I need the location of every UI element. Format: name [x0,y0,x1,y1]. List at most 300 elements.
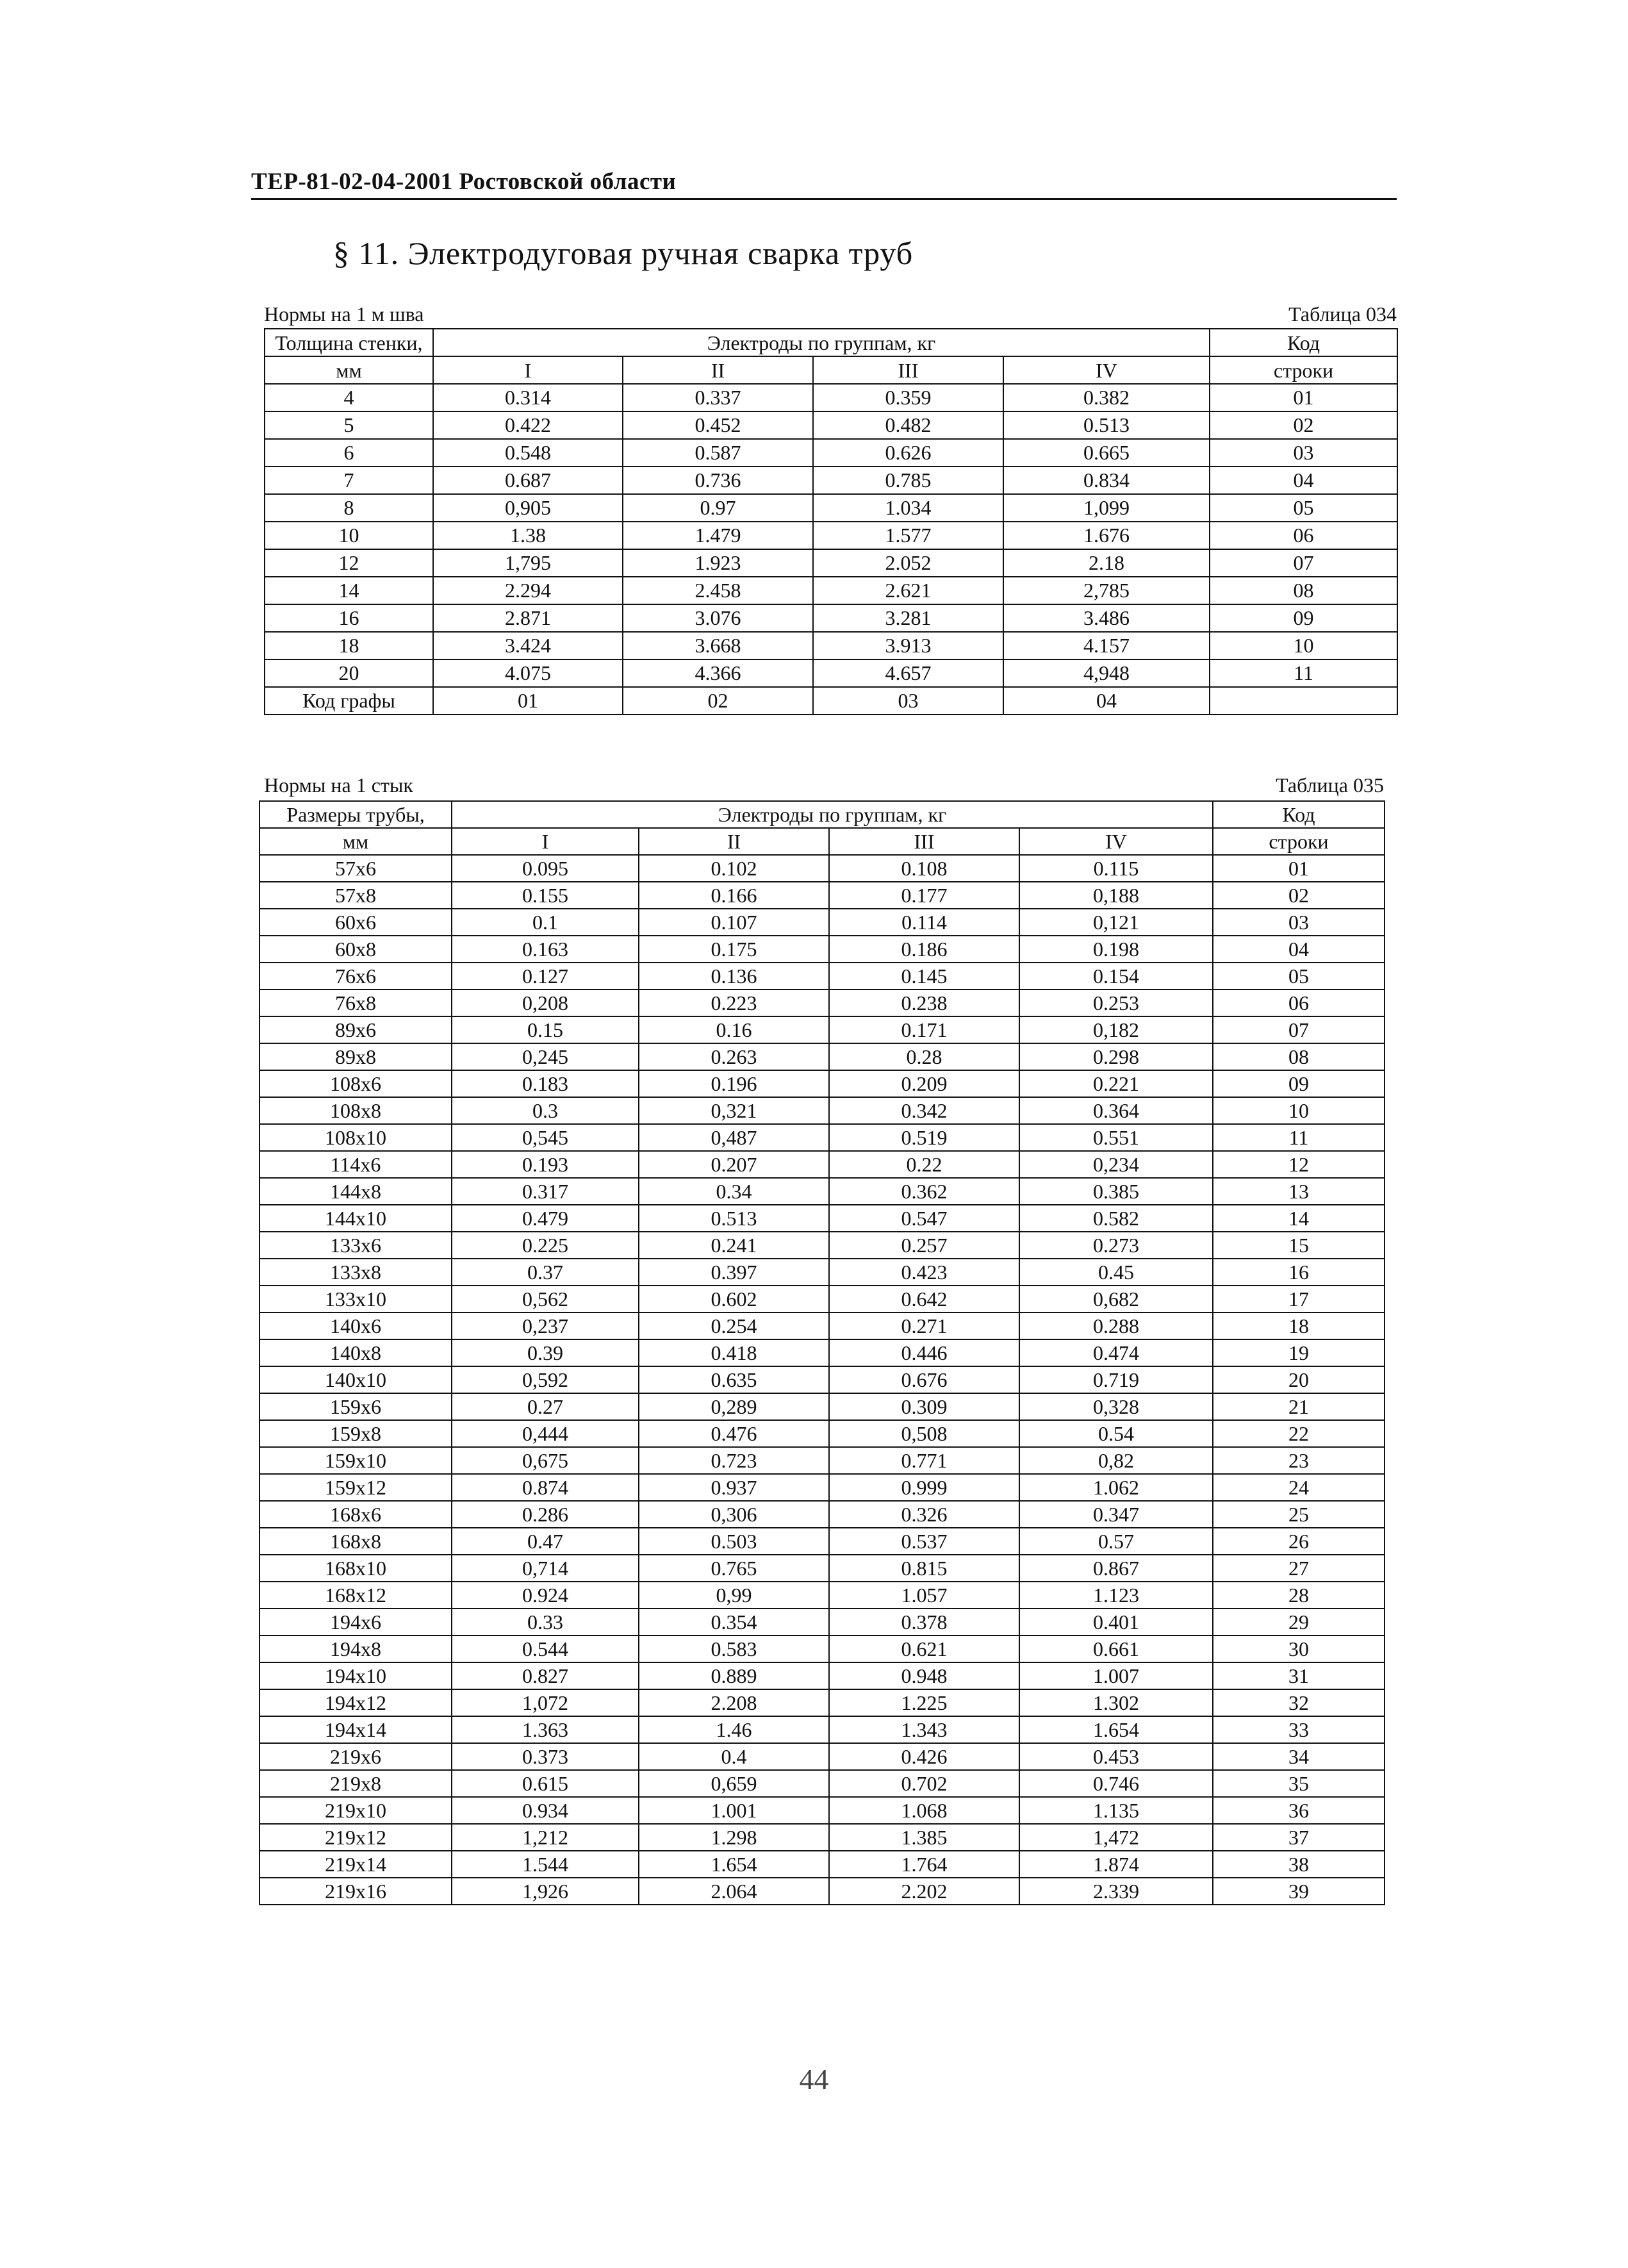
table-035-row [259,882,1385,909]
table-035-value-cell: 0.615 [452,1770,639,1797]
table-035-head-param-1: Размеры трубы, [259,801,452,828]
table-035-body [259,855,1385,1905]
table-035-value-cell: 0.209 [829,1070,1019,1097]
table-035-value-cell: 0.095 [452,855,639,882]
table-035-value-cell: 0.273 [1019,1232,1213,1259]
table-035-value-cell: 0.136 [639,963,829,989]
table-035-param-cell: 114x6 [259,1151,452,1178]
table-035-value-cell: 0,714 [452,1555,639,1582]
table-035-value-cell: 0.28 [829,1043,1019,1070]
table-035-param-cell: 219x16 [259,1878,452,1905]
table-035-value-cell: 0,245 [452,1043,639,1070]
table-034-row [265,494,1397,522]
table-034-value-cell: 1.479 [623,522,813,549]
table-035-value-cell: 1.302 [1019,1689,1213,1716]
table-035-value-cell: 0,99 [639,1582,829,1609]
table-035-row [259,936,1385,963]
table-035-value-cell: 0.519 [829,1124,1019,1151]
table-035-row [259,1743,1385,1770]
table-034-row [265,604,1397,632]
table-035-row [259,1501,1385,1528]
table-035-value-cell: 0.719 [1019,1366,1213,1393]
table-035-value-cell: 0,188 [1019,882,1213,909]
table-035-value-cell: 0.635 [639,1366,829,1393]
table-035-value-cell: 0.241 [639,1232,829,1259]
table-035-value-cell: 1.062 [1019,1474,1213,1501]
table-035-param-cell: 168x10 [259,1555,452,1582]
table-035 [259,800,1385,1905]
table-035-row [259,1851,1385,1878]
table-035-value-cell: 0.225 [452,1232,639,1259]
table-035-param-cell: 144x10 [259,1205,452,1232]
table-035-row [259,1286,1385,1312]
table-035-code-cell: 04 [1213,936,1385,963]
table-035-value-cell: 0,675 [452,1447,639,1474]
table-035-value-cell: 2.202 [829,1878,1019,1905]
table-034-footer-code: 01 [433,687,623,715]
table-035-value-cell: 0.746 [1019,1770,1213,1797]
table-035-value-cell: 0.27 [452,1393,639,1420]
table-035-value-cell: 0,237 [452,1312,639,1339]
table-035-row [259,1016,1385,1043]
table-034-value-cell: 3.076 [623,604,813,632]
table-034-value-cell: 0.665 [1003,439,1210,467]
table-035-row [259,1474,1385,1501]
table-035-value-cell: 0.999 [829,1474,1019,1501]
table-035-value-cell: 0.39 [452,1339,639,1366]
table-035-value-cell: 0.815 [829,1555,1019,1582]
table-035-param-cell: 140x6 [259,1312,452,1339]
table-035-param-cell: 57x6 [259,855,452,882]
table-035-row [259,1716,1385,1743]
table-035-code-cell: 07 [1213,1016,1385,1043]
table-035-row [259,1635,1385,1662]
table-035-value-cell: 0,659 [639,1770,829,1797]
table-035-value-cell: 1.057 [829,1582,1019,1609]
table-035-code-cell: 35 [1213,1770,1385,1797]
table-034-head-row-2 [265,356,1397,384]
table-034-param-cell: 14 [265,577,433,604]
table-035-value-cell: 0.288 [1019,1312,1213,1339]
table-035-head-code-2: строки [1213,828,1385,855]
table-035-value-cell: 0.642 [829,1286,1019,1312]
table-035-value-cell: 0.114 [829,909,1019,936]
table-035-value-cell: 1.46 [639,1716,829,1743]
table-035-value-cell: 1.135 [1019,1797,1213,1824]
table-034-value-cell: 0.626 [813,439,1003,467]
table-035-value-cell: 0.207 [639,1151,829,1178]
table-035-param-cell: 60x8 [259,936,452,963]
table-035-row [259,1178,1385,1205]
table-035-value-cell: 0.257 [829,1232,1019,1259]
table-035-param-cell: 168x6 [259,1501,452,1528]
table-035-value-cell: 0.453 [1019,1743,1213,1770]
table-035-value-cell: 2.208 [639,1689,829,1716]
table-035-code-cell: 14 [1213,1205,1385,1232]
document-header [251,168,1397,200]
table-034-head-code-1: Код [1210,329,1397,356]
table-035-row [259,1878,1385,1905]
table-035-value-cell: 0.193 [452,1151,639,1178]
table-035-param-cell: 219x6 [259,1743,452,1770]
table-034-row [265,632,1397,659]
table-035-value-cell: 0.937 [639,1474,829,1501]
table-035-row [259,1312,1385,1339]
table-035-param-cell: 144x8 [259,1178,452,1205]
table-035-param-cell: 159x8 [259,1420,452,1447]
table-035-value-cell: 0.254 [639,1312,829,1339]
table-035-value-cell: 0.702 [829,1770,1019,1797]
table-034-value-cell: 1,795 [433,549,623,577]
table-035-code-cell: 27 [1213,1555,1385,1582]
table-035-group-label: II [639,828,829,855]
table-035-param-cell: 194x12 [259,1689,452,1716]
table-034-head-code-2: строки [1210,356,1397,384]
table-035-code-cell: 34 [1213,1743,1385,1770]
table-035-code-cell: 30 [1213,1635,1385,1662]
table-035-value-cell: 0.183 [452,1070,639,1097]
table-035-param-cell: 140x8 [259,1339,452,1366]
table-034-row [265,522,1397,549]
table-035-code-cell: 20 [1213,1366,1385,1393]
table-035-row [259,1555,1385,1582]
table-035-param-cell: 76x8 [259,989,452,1016]
table-035-value-cell: 0.186 [829,936,1019,963]
table-034-head-group: Электроды по группам, кг [433,329,1210,356]
table-035-code-cell: 37 [1213,1824,1385,1851]
table-035-row [259,1420,1385,1447]
table-034-value-cell: 2.871 [433,604,623,632]
table-035-param-cell: 89x6 [259,1016,452,1043]
table-035-value-cell: 0.115 [1019,855,1213,882]
table-034-value-cell: 2.052 [813,549,1003,577]
table-035-value-cell: 0.513 [639,1205,829,1232]
table-035-value-cell: 0.503 [639,1528,829,1555]
table-034-param-cell: 18 [265,632,433,659]
table-034-group-label: I [433,356,623,384]
table-034-group-label: IV [1003,356,1210,384]
table-035-row [259,1662,1385,1689]
table-035-value-cell: 0.582 [1019,1205,1213,1232]
table-035-value-cell: 0.309 [829,1393,1019,1420]
table-035-row [259,1689,1385,1716]
table-035-value-cell: 0.145 [829,963,1019,989]
table-035-value-cell: 0.221 [1019,1070,1213,1097]
table-035-value-cell: 0.479 [452,1205,639,1232]
table-035-value-cell: 0.827 [452,1662,639,1689]
table-035-param-cell: 89x8 [259,1043,452,1070]
table-035-value-cell: 0.583 [639,1635,829,1662]
table-035-value-cell: 0.47 [452,1528,639,1555]
table-034-row [265,659,1397,687]
table-035-row [259,1339,1385,1366]
table-035-caption-left: Нормы на 1 стык [264,774,413,797]
table-034-footer-code: 02 [623,687,813,715]
table-034-value-cell: 0.687 [433,467,623,494]
table-035-value-cell: 1.544 [452,1851,639,1878]
table-035-value-cell: 0.423 [829,1259,1019,1286]
table-035-value-cell: 1.654 [1019,1716,1213,1743]
table-035-value-cell: 1.654 [639,1851,829,1878]
table-034-value-cell: 0.834 [1003,467,1210,494]
table-035-param-cell: 57x8 [259,882,452,909]
table-034-value-cell: 2.458 [623,577,813,604]
table-035-row [259,1447,1385,1474]
table-035-value-cell: 0.547 [829,1205,1019,1232]
table-035-value-cell: 0.15 [452,1016,639,1043]
table-035-value-cell: 2.339 [1019,1878,1213,1905]
table-035-param-cell: 159x6 [259,1393,452,1420]
table-035-value-cell: 0.621 [829,1635,1019,1662]
table-035-value-cell: 0.1 [452,909,639,936]
table-035-value-cell: 0.45 [1019,1259,1213,1286]
table-035-value-cell: 0.108 [829,855,1019,882]
table-035-value-cell: 1.343 [829,1716,1019,1743]
table-034-value-cell: 0.97 [623,494,813,522]
table-035-row [259,1393,1385,1420]
table-035-value-cell: 1.298 [639,1824,829,1851]
table-035-value-cell: 1.764 [829,1851,1019,1878]
table-035-code-cell: 11 [1213,1124,1385,1151]
table-035-code-cell: 23 [1213,1447,1385,1474]
table-035-param-cell: 133x6 [259,1232,452,1259]
table-034-footer-label: Код графы [265,687,433,715]
table-035-value-cell: 0.298 [1019,1043,1213,1070]
table-035-value-cell: 1.385 [829,1824,1019,1851]
table-035-value-cell: 0,234 [1019,1151,1213,1178]
table-035-code-cell: 05 [1213,963,1385,989]
table-035-value-cell: 0.474 [1019,1339,1213,1366]
table-034-param-cell: 6 [265,439,433,467]
table-035-code-cell: 33 [1213,1716,1385,1743]
table-035-value-cell: 1,926 [452,1878,639,1905]
table-035-value-cell: 0.347 [1019,1501,1213,1528]
table-035-value-cell: 1.001 [639,1797,829,1824]
table-034-value-cell: 0.785 [813,467,1003,494]
table-035-head-code-1: Код [1213,801,1385,828]
table-035-value-cell: 0,182 [1019,1016,1213,1043]
table-034-value-cell: 4.157 [1003,632,1210,659]
table-035-value-cell: 0.771 [829,1447,1019,1474]
table-035-value-cell: 0.385 [1019,1178,1213,1205]
table-035-value-cell: 0,82 [1019,1447,1213,1474]
table-034-value-cell: 3.424 [433,632,623,659]
table-035-code-cell: 08 [1213,1043,1385,1070]
table-035-value-cell: 0.446 [829,1339,1019,1366]
table-034-value-cell: 1,099 [1003,494,1210,522]
table-035-value-cell: 0.544 [452,1635,639,1662]
table-035-row [259,963,1385,989]
table-034-value-cell: 3.668 [623,632,813,659]
table-034-param-cell: 7 [265,467,433,494]
table-035-value-cell: 0,289 [639,1393,829,1420]
table-035-head-param-2: мм [259,828,452,855]
table-035-row [259,1043,1385,1070]
table-035-row [259,1797,1385,1824]
table-035-param-cell: 60x6 [259,909,452,936]
table-034-param-cell: 10 [265,522,433,549]
table-034-value-cell: 4.366 [623,659,813,687]
table-035-value-cell: 0.54 [1019,1420,1213,1447]
table-034-param-cell: 8 [265,494,433,522]
table-034-caption-right: Таблица 034 [1288,302,1397,326]
table-035-value-cell: 0.397 [639,1259,829,1286]
table-035-value-cell: 0.37 [452,1259,639,1286]
table-035-value-cell: 0.401 [1019,1609,1213,1635]
table-034-value-cell: 0.736 [623,467,813,494]
table-035-code-cell: 26 [1213,1528,1385,1555]
table-035-param-cell: 133x10 [259,1286,452,1312]
section-title: § 11. Электродуговая ручная сварка труб [333,235,914,271]
table-034-value-cell: 0.337 [623,384,813,411]
table-035-param-cell: 159x12 [259,1474,452,1501]
table-035-code-cell: 06 [1213,989,1385,1016]
table-035-value-cell: 0.57 [1019,1528,1213,1555]
table-035-row [259,1366,1385,1393]
table-035-value-cell: 1.068 [829,1797,1019,1824]
table-035-code-cell: 15 [1213,1232,1385,1259]
table-034-value-cell: 0.422 [433,411,623,439]
table-034-footer-row [265,687,1397,715]
table-035-head-row-2 [259,828,1385,855]
table-035-code-cell: 24 [1213,1474,1385,1501]
table-035-code-cell: 02 [1213,882,1385,909]
table-035-value-cell: 0.551 [1019,1124,1213,1151]
table-034-value-cell: 4,948 [1003,659,1210,687]
table-035-value-cell: 0.22 [829,1151,1019,1178]
table-035-param-cell: 159x10 [259,1447,452,1474]
table-034-head-param-2: мм [265,356,433,384]
table-035-value-cell: 0.16 [639,1016,829,1043]
table-035-value-cell: 0.362 [829,1178,1019,1205]
table-035-value-cell: 0.889 [639,1662,829,1689]
table-035-value-cell: 0.271 [829,1312,1019,1339]
table-035-value-cell: 0.107 [639,909,829,936]
table-034-value-cell: 0.482 [813,411,1003,439]
table-035-value-cell: 0,592 [452,1366,639,1393]
table-035-row [259,1070,1385,1097]
table-035-row [259,1528,1385,1555]
table-034-value-cell: 3.913 [813,632,1003,659]
table-034-value-cell: 2.294 [433,577,623,604]
table-035-value-cell: 0.34 [639,1178,829,1205]
table-035-value-cell: 0.602 [639,1286,829,1312]
table-035-row [259,1609,1385,1635]
table-035-value-cell: 0.874 [452,1474,639,1501]
table-035-value-cell: 0.661 [1019,1635,1213,1662]
table-035-value-cell: 0,682 [1019,1286,1213,1312]
table-035-code-cell: 18 [1213,1312,1385,1339]
table-035-group-label: IV [1019,828,1213,855]
table-035-value-cell: 0,562 [452,1286,639,1312]
table-035-code-cell: 22 [1213,1420,1385,1447]
table-035-param-cell: 219x8 [259,1770,452,1797]
table-035-value-cell: 0.723 [639,1447,829,1474]
table-034-value-cell: 1.38 [433,522,623,549]
table-035-code-cell: 13 [1213,1178,1385,1205]
document-code-title: ТЕР-81-02-04-2001 Ростовской области [251,169,677,195]
table-034-row [265,439,1397,467]
table-034-body [265,384,1397,687]
table-035-row [259,1232,1385,1259]
table-035-code-cell: 31 [1213,1662,1385,1689]
table-034-row [265,384,1397,411]
table-035-param-cell: 133x8 [259,1259,452,1286]
table-034-code-cell: 02 [1210,411,1397,439]
table-034-value-cell: 4.075 [433,659,623,687]
table-035-code-cell: 19 [1213,1339,1385,1366]
table-035-param-cell: 140x10 [259,1366,452,1393]
table-034-head-param-1: Толщина стенки, [265,329,433,356]
table-035-value-cell: 0.364 [1019,1097,1213,1124]
table-035-value-cell: 0.934 [452,1797,639,1824]
table-034-value-cell: 1.577 [813,522,1003,549]
table-035-param-cell: 168x8 [259,1528,452,1555]
table-035-value-cell: 0.163 [452,936,639,963]
table-034-param-cell: 20 [265,659,433,687]
table-034-value-cell: 0.513 [1003,411,1210,439]
table-035-value-cell: 0.867 [1019,1555,1213,1582]
table-034-value-cell: 0.587 [623,439,813,467]
table-035-head-row-1 [259,801,1385,828]
table-034-value-cell: 0.452 [623,411,813,439]
table-035-param-cell: 194x6 [259,1609,452,1635]
table-035-row [259,1259,1385,1286]
table-035-code-cell: 28 [1213,1582,1385,1609]
table-035-value-cell: 0.223 [639,989,829,1016]
table-034-value-cell: 2.18 [1003,549,1210,577]
table-035-caption [264,774,1384,797]
table-034-value-cell: 2.621 [813,577,1003,604]
table-034-code-cell: 03 [1210,439,1397,467]
table-035-param-cell: 194x10 [259,1662,452,1689]
table-035-value-cell: 0.33 [452,1609,639,1635]
table-035-value-cell: 0,508 [829,1420,1019,1447]
table-035-value-cell: 0,321 [639,1097,829,1124]
table-035-value-cell: 0.476 [639,1420,829,1447]
table-035-param-cell: 108x10 [259,1124,452,1151]
table-035-row [259,1151,1385,1178]
table-035-row [259,1582,1385,1609]
table-035-value-cell: 0.177 [829,882,1019,909]
table-034-caption [264,302,1397,326]
table-035-value-cell: 1.363 [452,1716,639,1743]
table-035-value-cell: 0,487 [639,1124,829,1151]
table-035-row [259,989,1385,1016]
table-035-value-cell: 0.924 [452,1582,639,1609]
table-035-value-cell: 0.253 [1019,989,1213,1016]
table-034-code-cell: 07 [1210,549,1397,577]
table-035-row [259,1205,1385,1232]
table-034-param-cell: 16 [265,604,433,632]
table-035-value-cell: 0.373 [452,1743,639,1770]
table-034-value-cell: 0.382 [1003,384,1210,411]
table-035-caption-right: Таблица 035 [1276,774,1384,797]
table-035-param-cell: 168x12 [259,1582,452,1609]
table-034 [264,328,1398,715]
table-034-row [265,577,1397,604]
table-034-row [265,549,1397,577]
table-035-code-cell: 12 [1213,1151,1385,1178]
table-034-value-cell: 0.359 [813,384,1003,411]
table-034-value-cell: 3.486 [1003,604,1210,632]
table-035-row [259,855,1385,882]
table-034-param-cell: 5 [265,411,433,439]
table-035-code-cell: 29 [1213,1609,1385,1635]
table-035-value-cell: 0.286 [452,1501,639,1528]
table-034-group-label: III [813,356,1003,384]
table-035-value-cell: 0.171 [829,1016,1019,1043]
